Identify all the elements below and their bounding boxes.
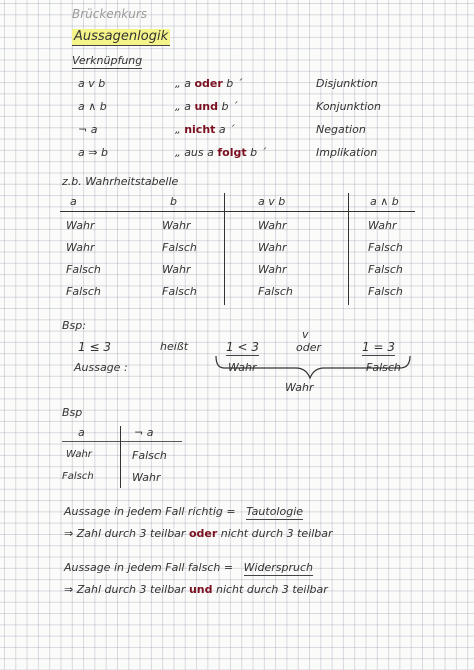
example-pre: ⇒ Zahl durch 3 teilbar [64, 583, 189, 596]
example-oder: oder [296, 341, 322, 354]
example-label: Bsp [62, 406, 83, 419]
reading-pre: „ aus a [175, 146, 218, 159]
connective-formula: a ∧ b [78, 100, 107, 113]
table-header-cell: a [78, 426, 85, 439]
table-cell: Falsch [162, 241, 197, 254]
example-right-text: 1 = 3 [362, 340, 395, 354]
definition-text: Aussage in jedem Fall richtig = [64, 505, 236, 518]
reading-post: b ´ [217, 100, 238, 113]
table-cell: Falsch [368, 263, 403, 276]
reading-post: b ´ [246, 146, 267, 159]
example-pre: ⇒ Zahl durch 3 teilbar [64, 527, 189, 540]
course-title: Brückenkurs [72, 7, 148, 21]
connective-reading [175, 124, 235, 135]
table-cell: Falsch [368, 285, 403, 298]
contradiction-example [64, 584, 328, 595]
contradiction-definition [64, 562, 313, 573]
tautology-definition [64, 506, 303, 517]
table-header-rule [60, 211, 415, 212]
left-value: Wahr [228, 361, 257, 374]
right-value: Falsch [366, 361, 401, 374]
example-left-part [226, 341, 259, 353]
table-cell: Wahr [368, 219, 397, 232]
connective-reading [175, 147, 266, 158]
topic-title-text: Aussagenlogik [74, 29, 169, 44]
reading-pre: „ [175, 123, 185, 136]
table-cell: Wahr [66, 219, 95, 232]
reading-pre: „ a [175, 77, 195, 90]
connective-name: Implikation [316, 146, 378, 159]
table-cell: Falsch [62, 471, 94, 482]
connective-formula: a v b [78, 77, 106, 90]
table-cell: Wahr [66, 449, 92, 460]
tautology-term: Tautologie [246, 505, 304, 518]
tautology-example [64, 528, 333, 539]
table-cell: Wahr [258, 219, 287, 232]
example-post: nicht durch 3 teilbar [212, 583, 328, 596]
table-cell: Wahr [258, 263, 287, 276]
truth-table-label: z.b. Wahrheitstabelle [62, 175, 179, 188]
example-aussage: Aussage : [74, 361, 128, 374]
connective-formula: ¬ a [78, 123, 98, 136]
connective-reading [175, 101, 237, 112]
table-cell: Falsch [66, 263, 101, 276]
table-cell: Falsch [66, 285, 101, 298]
table-cell: Falsch [258, 285, 293, 298]
topic-title [72, 30, 170, 43]
reading-key: oder [194, 77, 223, 90]
example-heisst: heißt [160, 340, 189, 353]
table-cell: Wahr [162, 263, 191, 276]
table-cell: Wahr [258, 241, 287, 254]
example-post: nicht durch 3 teilbar [217, 527, 333, 540]
reading-key: folgt [217, 146, 247, 159]
contradiction-term: Widerspruch [243, 561, 314, 574]
table-cell: Falsch [162, 285, 197, 298]
example-right-part [362, 341, 395, 353]
table-cell: Wahr [132, 471, 161, 484]
connective-formula: a ⇒ b [78, 146, 108, 159]
connective-reading [175, 78, 242, 89]
connective-name: Disjunktion [316, 77, 378, 90]
example-left-text: 1 < 3 [226, 340, 259, 354]
or-mark: v [302, 328, 309, 341]
table-header-cell: a ∧ b [370, 195, 399, 208]
table-header-cell: ¬ a [134, 426, 154, 439]
subtopic-title-text: Verknüpfung [72, 54, 143, 67]
example-label: Bsp: [62, 319, 86, 332]
example-result: Wahr [285, 381, 314, 394]
reading-post: a ´ [215, 123, 235, 136]
example-key: oder [188, 527, 218, 540]
table-divider [348, 193, 349, 305]
table-cell: Wahr [66, 241, 95, 254]
reading-post: b ´ [222, 77, 243, 90]
table-cell: Falsch [132, 449, 167, 462]
subtopic-title [72, 55, 142, 66]
table-cell: Falsch [368, 241, 403, 254]
table-header-cell: a v b [258, 195, 286, 208]
table-divider [224, 193, 225, 305]
table-header-rule [62, 441, 182, 442]
reading-pre: „ a [175, 100, 195, 113]
reading-key: nicht [184, 123, 216, 136]
table-divider [120, 426, 121, 488]
table-header-cell: b [170, 195, 177, 208]
example-statement: 1 ≤ 3 [78, 340, 111, 354]
table-cell: Wahr [162, 219, 191, 232]
table-header-cell: a [70, 195, 77, 208]
example-key: und [188, 583, 213, 596]
connective-name: Negation [316, 123, 366, 136]
definition-text: Aussage in jedem Fall falsch = [64, 561, 234, 574]
reading-key: und [194, 100, 218, 113]
connective-name: Konjunktion [316, 100, 381, 113]
